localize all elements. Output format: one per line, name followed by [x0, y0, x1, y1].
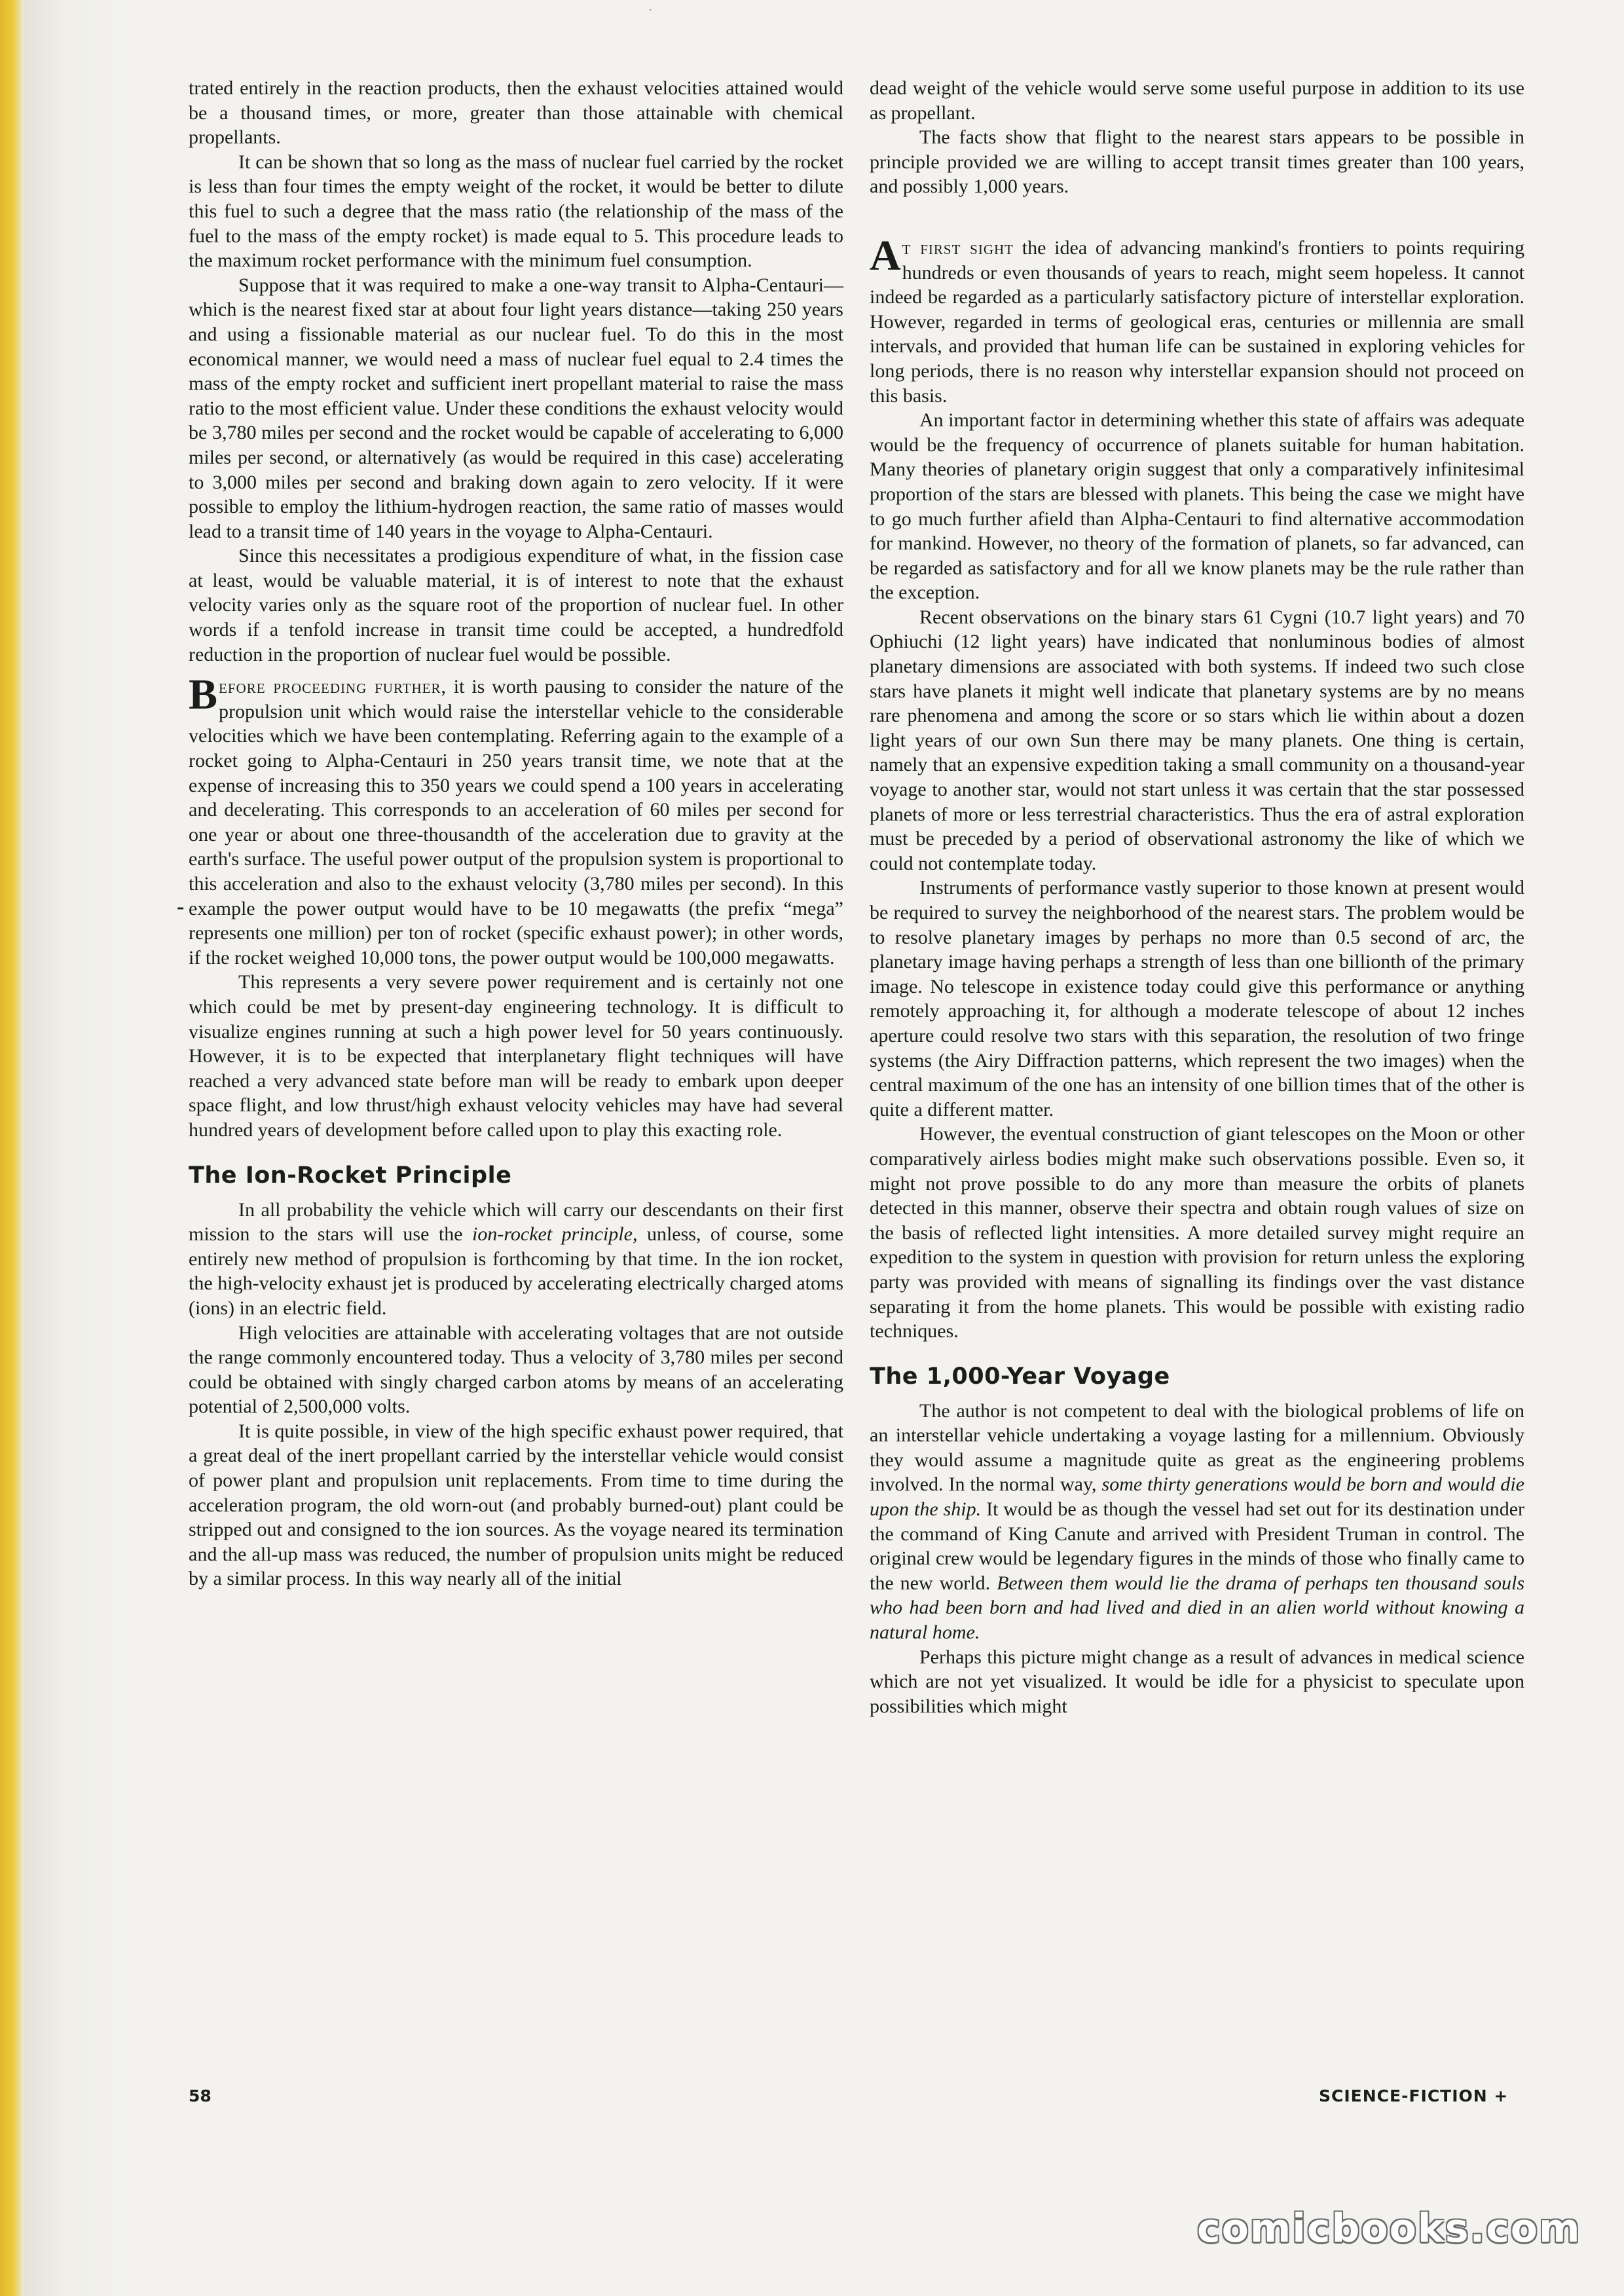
- paragraph-with-dropcap: [189, 671, 843, 970]
- italic-passage: some thirty generations would be born and would die upon the ship.: [870, 1473, 1524, 1521]
- paragraph: Suppose that it was required to make a one-way transit to Alpha-Centauri—which is the nearest fixed star at about four light years distance—taking 250 years and using a fissionable material as our nuclear fuel. To do this in the most economical manner, we would need a mass of nuclear fuel equal to 2.4 times the mass of the empty rocket and sufficient inert propellant material to raise the mass ratio to the most efficient value. Under these conditions the exhaust velocity would be 3,780 miles per second and the rocket would be capable of accelerating to 6,000 miles per second, or alternatively (as would be required in this case) accelerating to 3,000 miles per second and braking down again to zero velocity. If it were possible to employ the lithium-hydrogen reaction, the same ratio of masses would lead to a transit time of 140 years in the voyage to Alpha-Centauri.: [189, 274, 843, 542]
- paragraph-text: In all probability the vehicle which will carry our descendants on their first mission to the stars will use the: [189, 1198, 843, 1246]
- section-heading: The 1,000-Year Voyage: [870, 1363, 1170, 1390]
- margin-mark: -: [177, 895, 185, 919]
- paragraph-text: it is worth pausing to consider the nature of the propulsion unit which would raise the interstellar vehicle to the considerable velocities which we have been contemplating. Referring again to the example of a rocket going to Alpha-Centauri in 250 years transit time, we note that at the expense of increasing this to 350 years we could spend a 100 years in accelerating and decelerating. This corresponds to an acceleration of 60 miles per second for one year or about one three-thousandth of the acceleration due to gravity at the earth's surface. The useful power output of the propulsion system is proportional to this acceleration and also to the exhaust velocity (3,780 miles per second). In this example the power output would have to be 10 megawatts (the prefix “mega” represents one million) per ton of rocket (specific exhaust power); in other words, if the rocket weighed 10,000 tons, the power output would be 100,000 megawatts.: [189, 676, 843, 969]
- drop-cap: B: [189, 671, 218, 719]
- paragraph-text: the idea of advancing mankind's frontiers to points requiring hundreds or even thousands of years to reach, might seem hopeless. It cannot indeed be regarded as a particularly satisfactory picture of interstellar exploration. However, regarded in terms of geological eras, centuries or millennia are small intervals, and provided that human life can be sustained in exploring vehicles for long periods, there is no reason why interstellar expansion should not proceed on this basis.: [870, 236, 1524, 407]
- drop-cap: A: [870, 231, 901, 280]
- paragraph: Instruments of performance vastly superior to those known at present would be required to survey the neighborhood of the nearest stars. The problem would be to resolve planetary images by perhaps no more than 0.5 second of arc, the planetary image having perhaps a strength of less than one billionth of the primary image. No telescope in existence today could give this performance or anything remotely approaching it, for although a moderate telescope of about 12 inches aperture could resolve two stars with this separation, the resolution of two fringe systems (the Airy Diffraction patterns, which represent the two images) when the central maximum of the one has an intensity of one billion times that of the other is quite a different matter.: [870, 877, 1524, 1120]
- paragraph: dead weight of the vehicle would serve some useful purpose in addition to its use as propellant.: [870, 77, 1524, 124]
- paragraph-text: It would be as though the vessel had set out for its destination under the command of King Canute and arrived with President Truman in control. The original crew would be legendary figures in the minds of those who finally came to the new world.: [870, 1498, 1524, 1594]
- paragraph-text: unless, of course, some entirely new method of propulsion is forthcoming by that time. In the ion rocket, the high-velocity exhaust jet is produced by accelerating electrically charged atoms (ions) in an electric field.: [189, 1223, 843, 1319]
- paragraph: It can be shown that so long as the mass of nuclear fuel carried by the rocket is less than four times the empty weight of the rocket, it would be better to dilute this fuel to such a degree that the mass ratio (the relationship of the mass of the fuel to the mass of the empty rocket) is made equal to 5. This procedure leads to the maximum rocket performance with the minimum fuel consumption.: [189, 151, 843, 272]
- paragraph: The facts show that flight to the nearest stars appears to be possible in principle provided we are willing to accept transit times greater than 100 years, and possibly 1,000 years.: [870, 126, 1524, 198]
- binding-edge: [0, 0, 24, 2296]
- paragraph-with-dropcap: [870, 231, 1524, 408]
- left-column: [189, 76, 843, 1591]
- page-number: 58: [189, 2086, 212, 2105]
- paragraph: High velocities are attainable with accelerating voltages that are not outside the range commonly encountered today. Thus a velocity of 3,780 miles per second could be obtained with singly charged carbon atoms by means of an accelerating potential of 2,500,000 volts.: [189, 1322, 843, 1418]
- small-caps-lead: efore proceeding further,: [219, 676, 447, 698]
- right-column: [870, 76, 1524, 1718]
- paragraph: It is quite possible, in view of the high specific exhaust power required, that a great deal of the inert propellant carried by the interstellar vehicle would consist of power plant and propulsion unit replacements. From time to time during the acceleration program, the old worn-out (and probably burned-out) plant could be stripped out and consigned to the ion sources. As the voyage neared its termination and the all-up mass was reduced, the number of propulsion units might be reduced by a similar process. In this way nearly all of the initial: [189, 1420, 843, 1590]
- paragraph: This represents a very severe power requirement and is certainly not one which could be met by present-day engineering technology. It is difficult to visualize engines running at such a high power level for 50 years continuously. However, it is to be expected that interplanetary flight techniques will have reached a very advanced state before man will be ready to embark upon deeper space flight, and low thrust/high exhaust velocity vehicles may have had several hundred years of development before called upon to play this exacting role.: [189, 971, 843, 1141]
- italic-term: ion-rocket principle,: [472, 1223, 638, 1246]
- paragraph: Perhaps this picture might change as a result of advances in medical science which are not yet visualized. It would be idle for a physicist to speculate upon possibilities which might: [870, 1646, 1524, 1717]
- paragraph: However, the eventual construction of giant telescopes on the Moon or other comparatively airless bodies might make such observations possible. Even so, it might not prove possible to do any more than measure the orbits of planets detected in this manner, observe their spectra and obtain rough values of size on the basis of reflected light intensities. A more detailed survey might require an expedition to the system in question with provision for return unless the exploring party was provided with means of signalling its findings over the vast distance separating it from the home planets. This would be possible with existing radio techniques.: [870, 1123, 1524, 1342]
- paragraph: Recent observations on the binary stars 61 Cygni (10.7 light years) and 70 Ophiuchi (12 light years) have indicated that nonluminous bodies of almost planetary dimensions are associated with both systems. If indeed two such close stars have planets it might well indicate that planetary systems are by no means rare phenomena and among the score or so stars which lie within about a dozen light years of our own Sun there may be many planets. One thing is certain, namely that an expensive expedition taking a small community on a thousand-year voyage to another star, would not start unless it was certain that the star possessed planets of more or less terrestrial characteristics. Thus the era of astral exploration must be preceded by a period of observational astronomy the like of which we could not contemplate today.: [870, 606, 1524, 874]
- section-heading: The Ion-Rocket Principle: [189, 1162, 512, 1189]
- watermark: comicbooks.com: [1197, 2206, 1581, 2251]
- paragraph: trated entirely in the reaction products, then the exhaust velocities attained would be a thousand times, or more, greater than those attainable with chemical propellants.: [189, 77, 843, 149]
- paragraph: Since this necessitates a prodigious expenditure of what, in the fission case at least, would be valuable material, it is of interest to note that the exhaust velocity varies only as the square root of the proportion of nuclear fuel. In other words if a tenfold increase in transit time could be accepted, a hundredfold reduction in the proportion of nuclear fuel would be possible.: [189, 545, 843, 665]
- italic-passage: Between them would lie the drama of perhaps ten thousand souls who had been born and had lived and died in an alien world without knowing a natural home.: [870, 1572, 1524, 1644]
- paragraph-text: The author is not competent to deal with the biological problems of life on an interstellar vehicle undertaking a voyage lasting for a millennium. Obviously they would assume a magnitude quite as great as the engineering problems involved. In the normal way,: [870, 1399, 1524, 1496]
- running-footer-title: SCIENCE-FICTION +: [1319, 2086, 1509, 2105]
- paragraph: [189, 1198, 843, 1321]
- print-speck: ˙: [648, 7, 653, 21]
- paragraph: [870, 1399, 1524, 1645]
- paragraph: An important factor in determining whether this state of affairs was adequate would be the frequency of occurrence of planets suitable for human habitation. Many theories of planetary origin suggest that only a comparatively infinitesimal proportion of the stars are blessed with planets. This being the case we might have to go much further afield than Alpha-Centauri to find alternative accommodation for mankind. However, no theory of the formation of planets, so far advanced, can be regarded as satisfactory and for all we know planets may be the rule rather than the exception.: [870, 409, 1524, 604]
- small-caps-lead: t first sight: [902, 236, 1014, 259]
